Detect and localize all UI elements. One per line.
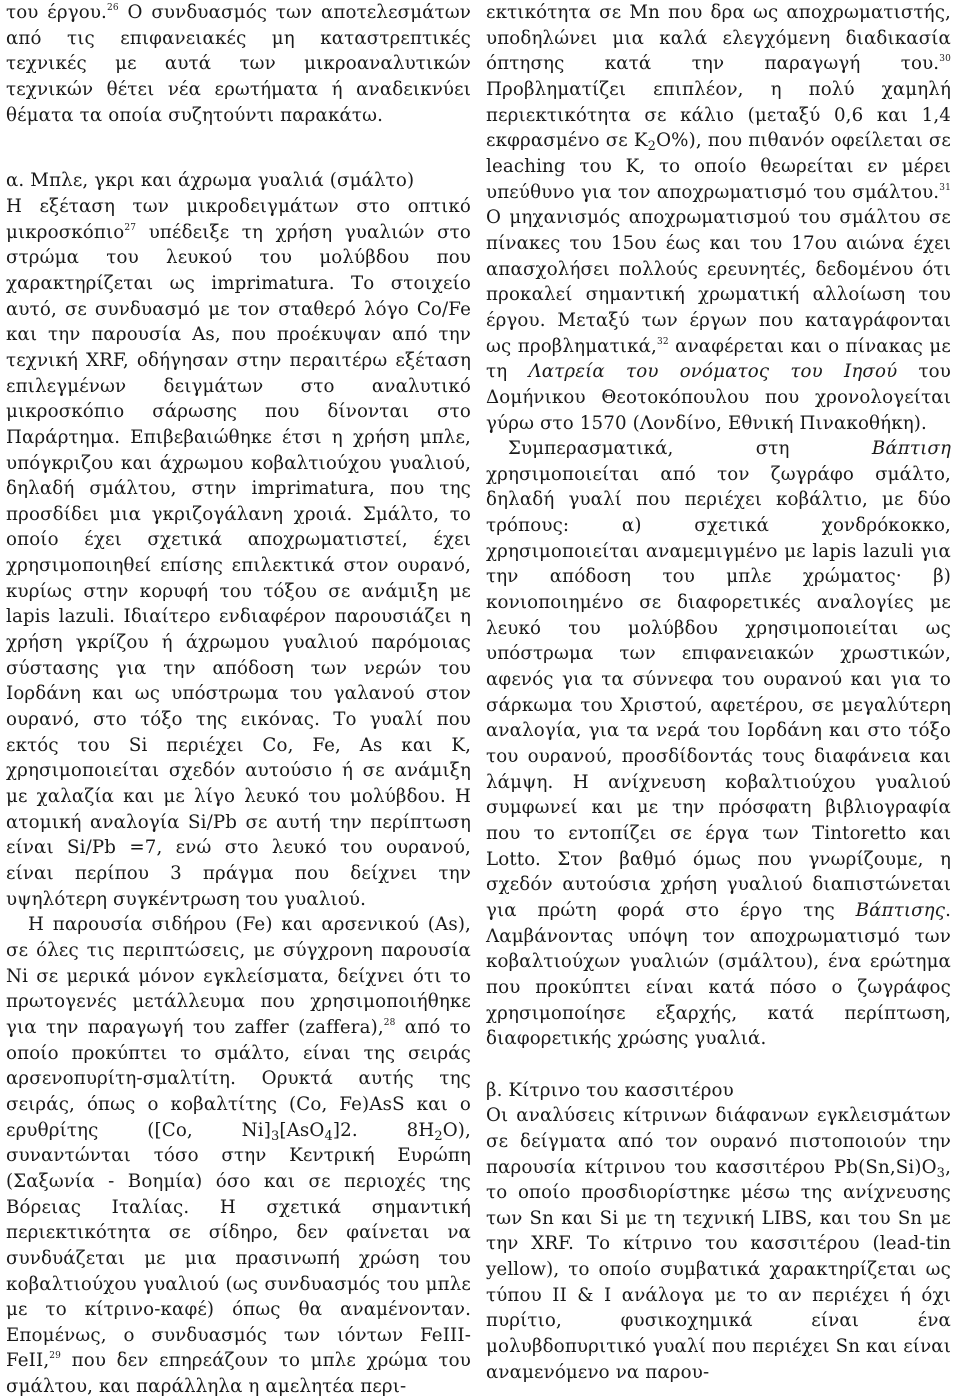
text-run: του Δομήνικου Θεοτοκόπουλου που χρονολογείται γύρω στο 1570 (Λονδίνο, Εθνική Πινακοθήκη). bbox=[486, 361, 951, 434]
footnote-ref-27[interactable]: 27 bbox=[124, 222, 137, 233]
text-run: εκτικότητα σε Mn που δρα ως αποχρωματιστής, υποδηλώνει μια καλά ελεγχόμενη διαδικασία όπτησης κατά την παραγωγή του. bbox=[486, 2, 951, 75]
artwork-title: Βάπτιση bbox=[871, 438, 951, 460]
footnote-ref-29[interactable]: 29 bbox=[49, 1351, 62, 1362]
section-a-paragraph-1 bbox=[6, 194, 471, 912]
section-a-heading: α. Μπλε, γκρι και άχρωμα γυαλιά (σμάλτο) bbox=[6, 170, 415, 192]
text-run: Προβληματίζει επιπλέον, η πολύ χαμηλή περιεκτικότητα σε κάλιο (μεταξύ 0,6 και 1,4 εκφρασμένο σε K bbox=[486, 78, 951, 152]
footnote-ref-31[interactable]: 31 bbox=[939, 182, 951, 193]
subscript: 4 bbox=[324, 1128, 333, 1144]
artwork-title: Βάπτισης bbox=[855, 899, 946, 921]
text-run: Η εξέταση των μικροδειγμάτων στο οπτικό μικροσκόπιο bbox=[6, 195, 471, 243]
subscript: 2 bbox=[647, 139, 657, 155]
text-run: που δεν επηρεάζουν το μπλε χρώμα του σμάλτου, και παράλληλα η αμελητέα περι- bbox=[6, 1350, 471, 1398]
text-run: . Λαμβάνοντας υπόψη τον αποχρωματισμό των κοβαλτιούχων γυαλιών (σμάλτου), ένα ερώτημα που προκύπτει είναι κατά πόσο ο ζωγράφος χρησιμοποίησε εξαρχής, κατά περίπτωση, διαφορετικής χρώσης γυαλιά. bbox=[486, 899, 951, 1050]
right-paragraph-1 bbox=[486, 0, 951, 436]
spacer bbox=[6, 128, 471, 148]
right-paragraph-2 bbox=[486, 436, 951, 1052]
intro-text: Ο συνδυασμός των αποτελεσμάτων από τις επιφανειακές μη καταστρεπτικές τεχνικές με αυτά των μικροαναλυτικών τεχνικών θέτει νέα ερωτήματα ή αναδεικνύει θέματα τα οποία συζητούντι παρακάτω. bbox=[6, 2, 472, 126]
footnote-ref-28[interactable]: 28 bbox=[383, 1017, 396, 1028]
text-run: αναφέρεται και ο πίνακας με τη bbox=[486, 335, 951, 383]
subscript: 3 bbox=[270, 1128, 280, 1144]
section-a-paragraph-2 bbox=[6, 912, 471, 1399]
text-run: [AsO bbox=[279, 1119, 325, 1141]
text-run: O), συναντώνται τόσο στην Κεντρική Ευρώπη (Σαξωνία - Βοημία) όσο και σε περιοχές της Βόρειας Ιταλίας. Η σχετικά σημαντική περιεκτικότητα σε σίδηρο, δεν φαίνεται να συνδυάζεται με μια πρασινωπή χρώση του κοβαλτιούχου γυαλιού (ως συνδυασμός του μπλε με το κίτρινο-καφέ) όπως θα αναμένονταν. Επομένως, ο συνδυασμός των ιόντων FeIII- FeII, bbox=[6, 1119, 471, 1372]
text-run: Ο μηχανισμός αποχρωματισμού του σμάλτου σε πίνακες του 15ου έως και του 17ου αιώνα έχει απασχολήσει πολλούς ερευνητές, δεδομένου ότι προκαλεί σημαντική χρωματική αλλοίωση του έργου. Μεταξύ των έργων που καταγράφονται ως προβληματικά, bbox=[486, 207, 951, 357]
subscript: 3 bbox=[936, 1165, 946, 1181]
footnote-ref-32[interactable]: 32 bbox=[656, 336, 669, 347]
text-run: Η παρουσία σιδήρου (Fe) και αρσενικού (As), σε όλες τις περιπτώσεις, με σύγχρονη παρουσία Ni σε μερικά μόνον εγκλείσματα, δείχνει ότι το πρωτογενές μετάλλευμα που χρησιμοποιήθηκε για την παραγωγή του zaffer (zaffera), bbox=[6, 914, 471, 1038]
text-run: Συμπερασματικά, στη bbox=[508, 438, 872, 460]
text-run: χρησιμοποιείται από τον ζωγράφο σμάλτο, δηλαδή γυαλί που περιέχει κοβάλτιο, με δύο τρόπους: α) σχετικά χονδρόκοκκο, χρησιμοποιείται αναμεμιγμένο με lapis lazuli για την απόδοση του μπλε χρώματος· β) κονιοποιημένο σε διαφορετικές αναλογίες με λευκό του μολύβδου χρησιμοποιείται ως υπόστρωμα των επιφανειακών χρωστικών, αφενός για τα σύννεφα του ουρανού και για το σάρκωμα του Χριστού, αφετέρου, σε μεγαλύτερη αναλογία, για τα νερά του Ιορδάνη και στο τόξο του ουρανού, προσδίδοντάς τους διαφάνεια και λάμψη. Η ανίχνευση κοβαλτιούχου γυαλιού συμφωνεί και με την πρόσφατη βιβλιογραφία που το εντοπίζει σε έργα των Tintoretto και Lotto. Στον βαθμό όμως που γνωρίζουμε, η σχεδόν αυτούσια χρήση γυαλιού διαπιστώνεται για πρώτη φορά στο έργο της bbox=[486, 463, 951, 921]
left-column bbox=[6, 0, 472, 1398]
footnote-ref-26[interactable]: 26 bbox=[106, 3, 119, 13]
artwork-title: Λατρεία του ονόματος του Ιησού bbox=[528, 361, 898, 383]
section-b-heading: β. Κίτρινο του κασσιτέρου bbox=[486, 1079, 734, 1101]
footnote-ref-30[interactable]: 30 bbox=[939, 54, 951, 65]
section-b-paragraph bbox=[486, 1103, 951, 1385]
text-run: από το οποίο προκύπτει το σμάλτο, είναι της σειράς αρσενοπυρίτη-σμαλτίτη. Ορυκτά αυτής της σειράς, όπως ο κοβαλτίτης (Co, Fe)AsS και ο ερυθρίτης ([Co, Ni] bbox=[6, 1016, 472, 1141]
subscript: 2 bbox=[434, 1128, 443, 1144]
text-run: Οι αναλύσεις κίτρινων διάφανων εγκλεισμάτων σε δείγματα από τον ουρανό πιστοποιούν την παρουσία κίτρινου του κασσιτέρου Pb(Sn,Si)O bbox=[486, 1105, 951, 1178]
text-run: , το οποίο προσδιορίστηκε μέσω της ανίχνευσης των Sn και Si με τη τεχνική LIBS, και του Sn με την XRF. Το κίτρινο του κασσιτέρου (lead-tin yellow), το οποίο συμβατικά χαρακτηρίζεται ως τύπου II & I ανάλογα με το αν περιέχει ή όχι πυρίτιο, φυσικοχημικά είναι ένα μολυβδοπυριτικό γυαλί που περιέχει Sn και είναι αναμενόμενο να παρου- bbox=[486, 1156, 951, 1383]
text-run: ]2. 8H bbox=[332, 1119, 435, 1141]
spacer bbox=[486, 1052, 951, 1078]
spacer bbox=[6, 148, 471, 168]
right-column bbox=[486, 0, 951, 1383]
intro-lead: του έργου. bbox=[6, 2, 107, 23]
text-run: υπέδειξε τη χρήση γυαλιών στο στρώμα του λευκού του μολύβδου που χαρακτηρίζεται ως imprimatura. Το στοιχείο αυτό, σε συνδυασμό με τον σταθερό λόγο Co/Fe και την παρουσία As, που προέκυψαν από την τεχνική XRF, οδήγησαν στην περαιτέρω εξέταση επιλεγμένων δειγμάτων στο αναλυτικό μικροσκόπιο σάρωσης που δίνονται στο Παράρτημα. Επιβεβαιώθηκε έτσι η χρήση μπλε, υπόγκριζου και άχρωμου κοβαλτιούχου γυαλιού, δηλαδή σμάλτου, στην imprimatura, που της προσδίδει μια γκριζογάλανη χροιά. Σμάλτο, το οποίο έχει σχετικά αποχρωματιστεί, έχει χρησιμοποιηθεί επίσης επιλεκτικά στον ουρανό, κυρίως στην κορυφή του τόξου σε ανάμιξη με lapis lazuli. Ιδιαίτερο ενδιαφέρον παρουσιάζει η χρήση γκρίζου ή άχρωμου γυαλιού παρόμοιας σύστασης για την απόδοση των νερών του Ιορδάνη και ως υπόστρωμα του γαλανού στον ουρανό, στο τόξο της εικόνας. Το γυαλί που εκτός του Si περιέχει Co, Fe, As και K, χρησιμοποιείται σχεδόν αυτούσιο ή σε ανάμιξη με χαλαζία και με λίγο λευκό του μολύβδου. Η ατομική αναλογία Si/Pb σε αυτή την περίπτωση είναι Si/Pb =7, ενώ στο λευκό του ουρανού, είναι περίπου 3 πράγμα που δείχνει την υψηλότερη συγκέντρωση του γυαλιού. bbox=[6, 221, 471, 910]
text-run: O%), που πιθανόν οφείλεται σε leaching του K, το οποίο θεωρείται εν μέρει υπεύθυνο για τον αποχρωματισμό του σμάλτου. bbox=[486, 130, 951, 203]
intro-paragraph bbox=[6, 0, 471, 128]
